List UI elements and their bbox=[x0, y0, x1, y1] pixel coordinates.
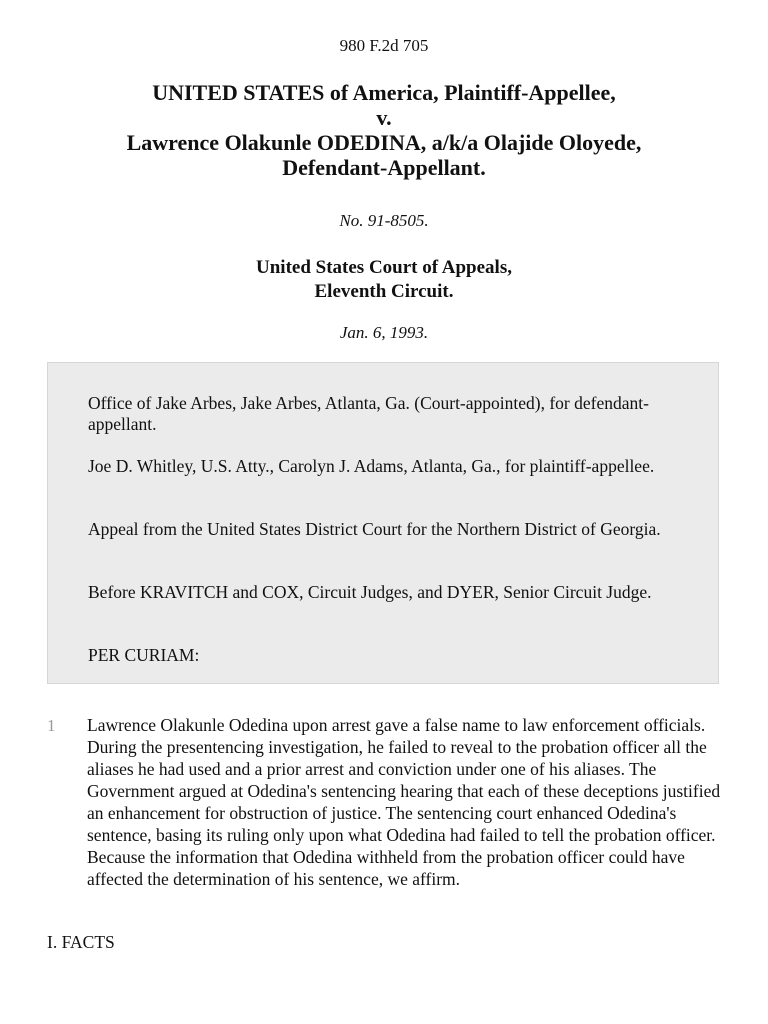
appeal-origin: Appeal from the United States District Court for the Northern District of Georgia. bbox=[88, 519, 661, 539]
panel-judges: Before KRAVITCH and COX, Circuit Judges, and DYER, Senior Circuit Judge. bbox=[88, 582, 652, 602]
court-name-line1: United States Court of Appeals, bbox=[256, 257, 512, 278]
docket-number: No. 91-8505. bbox=[339, 211, 429, 230]
decision-date: Jan. 6, 1993. bbox=[339, 323, 429, 342]
court-name bbox=[0, 256, 768, 304]
citation: 980 F.2d 705 bbox=[339, 36, 429, 55]
caption-plaintiff: UNITED STATES of America, Plaintiff-Appellee, bbox=[152, 80, 616, 105]
paragraph-text: Lawrence Olakunle Odedina upon arrest gave a false name to law enforcement officials. During the presentencing investigation, he failed to reveal to the probation officer all the aliases he had used and a prior arrest and conviction under one of his aliases. The Government argued at Odedina's sentencing hearing that each of these deceptions justified an enhancement for obstruction of justice. The sentencing court enhanced Odedina's sentence, basing its ruling only upon what Odedina had failed to tell the probation officer. Because the information that Odedina withheld from the probation officer could have affected the determination of his sentence, we affirm. bbox=[87, 715, 721, 889]
court-name-line2: Eleventh Circuit. bbox=[314, 281, 454, 302]
section-heading: I. FACTS bbox=[47, 932, 115, 952]
counsel-panel bbox=[47, 362, 719, 684]
counsel-appellee: Joe D. Whitley, U.S. Atty., Carolyn J. Adams, Atlanta, Ga., for plaintiff-appellee. bbox=[88, 456, 655, 476]
paragraph-number: 1 bbox=[47, 716, 56, 735]
case-caption bbox=[0, 80, 768, 180]
caption-defendant: Lawrence Olakunle ODEDINA, a/k/a Olajide Oloyede, bbox=[126, 130, 642, 155]
caption-defendant-role: Defendant-Appellant. bbox=[282, 155, 486, 180]
per-curiam: PER CURIAM: bbox=[88, 645, 200, 665]
caption-versus: v. bbox=[376, 105, 392, 130]
counsel-appellant: Office of Jake Arbes, Jake Arbes, Atlanta, Ga. (Court-appointed), for defendant-appellant. bbox=[88, 393, 649, 434]
